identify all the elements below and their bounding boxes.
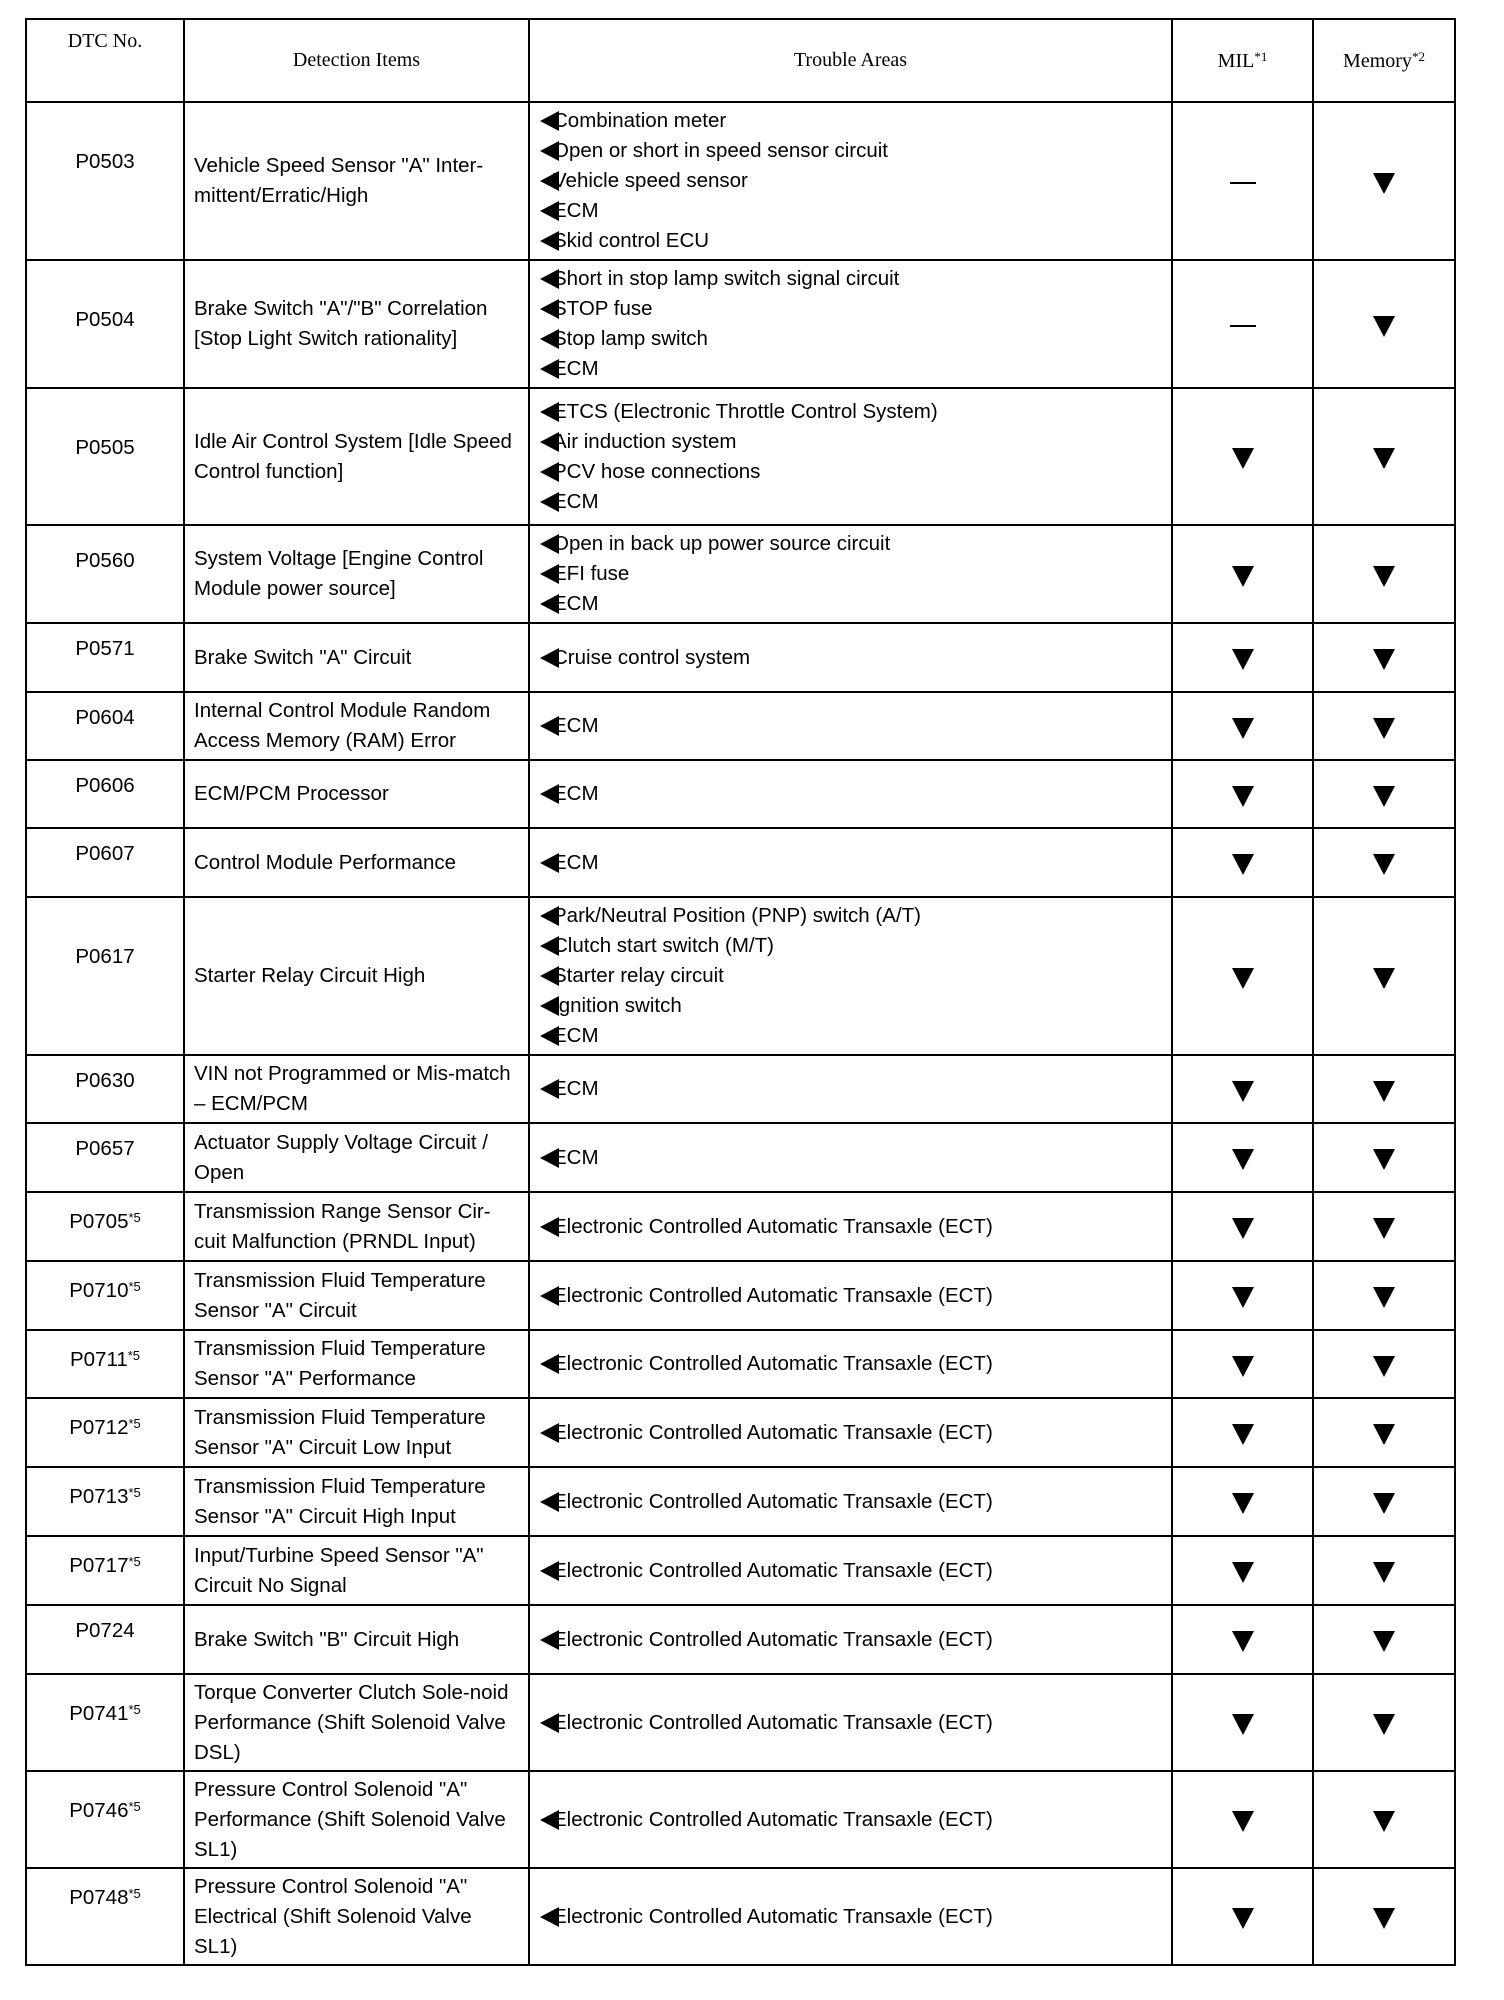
header-dtc: DTC No. xyxy=(26,19,184,102)
dtc-cell xyxy=(26,1771,184,1868)
dtc-code: P0713 xyxy=(69,1485,129,1508)
dtc-code: P0712 xyxy=(69,1416,129,1439)
trouble-area-item xyxy=(540,136,1165,166)
trouble-area-item xyxy=(540,901,1165,931)
dtc-footnote: *5 xyxy=(127,1348,141,1363)
memory-cell xyxy=(1313,525,1455,623)
trouble-area-text: Electronic Controlled Automatic Transaxle (ECT) xyxy=(553,1489,993,1513)
dtc-cell xyxy=(26,897,184,1055)
trouble-areas xyxy=(529,897,1172,1055)
trouble-area-text: Vehicle speed sensor xyxy=(553,169,748,192)
dtc-cell xyxy=(26,1398,184,1467)
mil-cell xyxy=(1172,623,1313,692)
trouble-area-item xyxy=(540,1556,1165,1586)
detection-item: Brake Switch "B" Circuit High xyxy=(184,1605,529,1674)
mil-cell xyxy=(1172,1123,1313,1192)
header-areas: Trouble Areas xyxy=(529,19,1172,102)
trouble-areas xyxy=(529,1398,1172,1467)
down-triangle-icon xyxy=(1232,1631,1254,1652)
mil-cell xyxy=(1172,1536,1313,1605)
mil-cell xyxy=(1172,1330,1313,1398)
header-memory xyxy=(1313,19,1455,102)
trouble-area-item xyxy=(540,1143,1165,1173)
trouble-area-text: Electronic Controlled Automatic Transaxle (ECT) xyxy=(553,1627,993,1651)
memory-cell xyxy=(1313,760,1455,828)
memory-cell xyxy=(1313,692,1455,760)
trouble-area-item xyxy=(540,961,1165,991)
dtc-code: P0657 xyxy=(75,1137,135,1160)
dash-icon xyxy=(1230,325,1256,327)
trouble-area-text: Starter relay circuit xyxy=(553,964,724,987)
detection-item: Idle Air Control System [Idle Speed Control function] xyxy=(184,388,529,525)
detection-item: VIN not Programmed or Mis-match – ECM/PCM xyxy=(184,1055,529,1123)
dtc-footnote: *5 xyxy=(128,1702,141,1717)
trouble-areas xyxy=(529,1123,1172,1192)
dtc-footnote: *5 xyxy=(128,1886,141,1901)
trouble-areas xyxy=(529,1771,1172,1868)
detection-item: Internal Control Module Random Access Memory (RAM) Error xyxy=(184,692,529,760)
down-triangle-icon xyxy=(1373,1811,1395,1832)
trouble-area-item xyxy=(540,1902,1165,1932)
trouble-area-item xyxy=(540,991,1165,1021)
trouble-area-text: PCV hose connections xyxy=(553,459,761,483)
dtc-code: P0711 xyxy=(69,1348,128,1371)
trouble-area-text: Electronic Controlled Automatic Transaxle (ECT) xyxy=(553,1352,993,1375)
mil-cell xyxy=(1172,692,1313,760)
trouble-area-text: ECM xyxy=(553,850,599,874)
down-triangle-icon xyxy=(1232,1908,1254,1929)
memory-cell xyxy=(1313,623,1455,692)
trouble-area-text: ECM xyxy=(553,1077,599,1100)
detection-item: Transmission Fluid Temperature Sensor "A" Circuit Low Input xyxy=(184,1398,529,1467)
dtc-footnote: *5 xyxy=(128,1210,141,1225)
down-triangle-icon xyxy=(1232,718,1254,739)
trouble-area-item xyxy=(540,589,1165,619)
dtc-code: P0705 xyxy=(69,1210,129,1233)
trouble-areas xyxy=(529,1055,1172,1123)
trouble-area-text: ECM xyxy=(553,489,599,513)
dtc-code: P0717 xyxy=(69,1554,129,1577)
down-triangle-icon xyxy=(1232,1714,1254,1735)
down-triangle-icon xyxy=(1232,1218,1254,1239)
table-row xyxy=(26,260,1455,388)
trouble-area-item xyxy=(540,166,1165,196)
down-triangle-icon xyxy=(1373,316,1395,337)
table-row xyxy=(26,388,1455,525)
trouble-area-item xyxy=(540,294,1165,324)
mil-cell xyxy=(1172,525,1313,623)
trouble-area-text: Open or short in speed sensor circuit xyxy=(553,139,888,162)
memory-cell xyxy=(1313,1605,1455,1674)
dtc-code: P0710 xyxy=(69,1279,129,1302)
memory-cell xyxy=(1313,1055,1455,1123)
memory-cell xyxy=(1313,1536,1455,1605)
dtc-code: P0746 xyxy=(69,1799,129,1822)
detection-item: Input/Turbine Speed Sensor "A" Circuit No Signal xyxy=(184,1536,529,1605)
down-triangle-icon xyxy=(1232,1811,1254,1832)
header-memory-label: Memory xyxy=(1343,49,1412,72)
trouble-area-text: Electronic Controlled Automatic Transaxle (ECT) xyxy=(553,1807,993,1831)
dtc-cell xyxy=(26,1868,184,1965)
detection-item: Pressure Control Solenoid "A" Electrical (Shift Solenoid Valve SL1) xyxy=(184,1868,529,1965)
trouble-area-item xyxy=(540,354,1165,384)
detection-item: ECM/PCM Processor xyxy=(184,760,529,828)
table-row xyxy=(26,1868,1455,1965)
dtc-footnote: *5 xyxy=(128,1416,141,1431)
down-triangle-icon xyxy=(1373,1218,1395,1239)
mil-cell xyxy=(1172,1674,1313,1771)
dtc-cell xyxy=(26,692,184,760)
dtc-code: P0748 xyxy=(69,1886,129,1909)
dtc-code: P0504 xyxy=(75,308,135,331)
trouble-areas xyxy=(529,1536,1172,1605)
trouble-area-text: Open in back up power source circuit xyxy=(553,532,891,555)
trouble-area-item xyxy=(540,1418,1165,1448)
trouble-area-item xyxy=(540,529,1165,559)
dtc-cell xyxy=(26,260,184,388)
trouble-area-item xyxy=(540,1708,1165,1738)
mil-cell xyxy=(1172,1467,1313,1536)
down-triangle-icon xyxy=(1373,1908,1395,1929)
table-row xyxy=(26,1536,1455,1605)
dtc-code: P0606 xyxy=(75,774,135,797)
trouble-area-text: Stop lamp switch xyxy=(553,327,708,350)
down-triangle-icon xyxy=(1373,1631,1395,1652)
trouble-area-text: ETCS (Electronic Throttle Control System) xyxy=(553,399,938,423)
trouble-area-item xyxy=(540,779,1165,809)
detection-item: Starter Relay Circuit High xyxy=(184,897,529,1055)
table-row xyxy=(26,1605,1455,1674)
dtc-footnote: *5 xyxy=(128,1799,141,1814)
trouble-area-text: Electronic Controlled Automatic Transaxle (ECT) xyxy=(553,1283,993,1307)
trouble-area-item xyxy=(540,397,1165,427)
table-row xyxy=(26,897,1455,1055)
dtc-code: P0741 xyxy=(69,1702,129,1725)
trouble-area-item xyxy=(540,848,1165,878)
trouble-area-item xyxy=(540,559,1165,589)
trouble-areas xyxy=(529,388,1172,525)
trouble-areas xyxy=(529,692,1172,760)
trouble-area-item xyxy=(540,324,1165,354)
dash-icon xyxy=(1230,182,1256,184)
trouble-area-item xyxy=(540,226,1165,256)
detection-item: Pressure Control Solenoid "A" Performance (Shift Solenoid Valve SL1) xyxy=(184,1771,529,1868)
trouble-area-item xyxy=(540,427,1165,457)
memory-cell xyxy=(1313,1123,1455,1192)
detection-item: Transmission Range Sensor Cir-cuit Malfunction (PRNDL Input) xyxy=(184,1192,529,1261)
mil-cell xyxy=(1172,102,1313,260)
trouble-area-text: Electronic Controlled Automatic Transaxle (ECT) xyxy=(553,1420,993,1444)
memory-cell xyxy=(1313,1868,1455,1965)
detection-item: Control Module Performance xyxy=(184,828,529,897)
dtc-cell xyxy=(26,525,184,623)
dtc-code: P0560 xyxy=(75,549,135,572)
down-triangle-icon xyxy=(1373,1493,1395,1514)
table-row xyxy=(26,760,1455,828)
trouble-areas xyxy=(529,1330,1172,1398)
down-triangle-icon xyxy=(1373,448,1395,469)
table-row xyxy=(26,525,1455,623)
trouble-area-text: Short in stop lamp switch signal circuit xyxy=(553,267,900,290)
trouble-areas xyxy=(529,525,1172,623)
down-triangle-icon xyxy=(1373,173,1395,194)
memory-cell xyxy=(1313,1674,1455,1771)
dtc-cell xyxy=(26,102,184,260)
dtc-cell xyxy=(26,1536,184,1605)
detection-item: Brake Switch "A" Circuit xyxy=(184,623,529,692)
trouble-area-item xyxy=(540,106,1165,136)
trouble-area-text: Electronic Controlled Automatic Transaxle (ECT) xyxy=(553,1558,993,1582)
trouble-area-text: ECM xyxy=(553,357,599,380)
dtc-code: P0724 xyxy=(75,1619,135,1642)
trouble-area-text: ECM xyxy=(553,592,599,615)
trouble-area-text: Electronic Controlled Automatic Transaxle (ECT) xyxy=(553,1904,993,1928)
trouble-areas xyxy=(529,102,1172,260)
memory-cell xyxy=(1313,1192,1455,1261)
down-triangle-icon xyxy=(1232,1356,1254,1377)
trouble-area-text: Ignition switch xyxy=(553,994,682,1017)
down-triangle-icon xyxy=(1232,1287,1254,1308)
dtc-code: P0630 xyxy=(75,1069,135,1092)
down-triangle-icon xyxy=(1232,854,1254,875)
trouble-area-item xyxy=(540,711,1165,741)
trouble-area-text: Skid control ECU xyxy=(553,229,710,252)
down-triangle-icon xyxy=(1232,1149,1254,1170)
trouble-area-text: ECM xyxy=(553,714,599,737)
dtc-cell xyxy=(26,1192,184,1261)
trouble-area-text: ECM xyxy=(553,199,599,222)
table-row xyxy=(26,1771,1455,1868)
dtc-cell xyxy=(26,1605,184,1674)
dtc-cell xyxy=(26,1261,184,1330)
trouble-areas xyxy=(529,623,1172,692)
table-row xyxy=(26,1330,1455,1398)
table-row xyxy=(26,1467,1455,1536)
trouble-area-item xyxy=(540,643,1165,673)
trouble-area-item xyxy=(540,457,1165,487)
dtc-cell xyxy=(26,1330,184,1398)
trouble-area-text: Electronic Controlled Automatic Transaxle (ECT) xyxy=(553,1214,993,1238)
down-triangle-icon xyxy=(1232,968,1254,989)
down-triangle-icon xyxy=(1373,1149,1395,1170)
detection-item: Transmission Fluid Temperature Sensor "A" Circuit xyxy=(184,1261,529,1330)
trouble-areas xyxy=(529,760,1172,828)
down-triangle-icon xyxy=(1232,1493,1254,1514)
memory-cell xyxy=(1313,260,1455,388)
down-triangle-icon xyxy=(1373,566,1395,587)
memory-cell xyxy=(1313,1398,1455,1467)
table-row xyxy=(26,692,1455,760)
trouble-area-item xyxy=(540,487,1165,517)
trouble-areas xyxy=(529,1605,1172,1674)
trouble-area-text: ECM xyxy=(553,1145,599,1169)
memory-cell xyxy=(1313,828,1455,897)
down-triangle-icon xyxy=(1373,1714,1395,1735)
trouble-areas xyxy=(529,1868,1172,1965)
trouble-area-item xyxy=(540,931,1165,961)
table-row xyxy=(26,1261,1455,1330)
dtc-cell xyxy=(26,1055,184,1123)
down-triangle-icon xyxy=(1373,1081,1395,1102)
dtc-cell xyxy=(26,388,184,525)
header-detection: Detection Items xyxy=(184,19,529,102)
mil-cell xyxy=(1172,388,1313,525)
table-row xyxy=(26,1398,1455,1467)
trouble-areas xyxy=(529,260,1172,388)
dtc-code: P0503 xyxy=(75,150,135,173)
memory-cell xyxy=(1313,897,1455,1055)
mil-cell xyxy=(1172,260,1313,388)
dtc-footnote: *5 xyxy=(128,1554,141,1569)
down-triangle-icon xyxy=(1373,968,1395,989)
dtc-footnote: *5 xyxy=(128,1485,141,1500)
down-triangle-icon xyxy=(1373,786,1395,807)
detection-item: Vehicle Speed Sensor "A" Inter-mittent/Erratic/High xyxy=(184,102,529,260)
memory-cell xyxy=(1313,102,1455,260)
header-mil xyxy=(1172,19,1313,102)
table-row xyxy=(26,828,1455,897)
table-body xyxy=(26,102,1455,1965)
memory-cell xyxy=(1313,1467,1455,1536)
down-triangle-icon xyxy=(1232,786,1254,807)
table-row xyxy=(26,1192,1455,1261)
detection-item: Transmission Fluid Temperature Sensor "A" Performance xyxy=(184,1330,529,1398)
dtc-table xyxy=(25,18,1456,1966)
down-triangle-icon xyxy=(1232,649,1254,670)
down-triangle-icon xyxy=(1373,854,1395,875)
down-triangle-icon xyxy=(1373,718,1395,739)
dtc-cell xyxy=(26,1467,184,1536)
dtc-code: P0617 xyxy=(75,945,135,968)
detection-item: Transmission Fluid Temperature Sensor "A" Circuit High Input xyxy=(184,1467,529,1536)
dtc-code: P0607 xyxy=(75,842,135,865)
down-triangle-icon xyxy=(1232,1081,1254,1102)
header-mil-label: MIL xyxy=(1217,49,1255,72)
dtc-footnote: *5 xyxy=(128,1279,141,1294)
trouble-area-text: EFI fuse xyxy=(553,562,630,585)
memory-cell xyxy=(1313,1771,1455,1868)
trouble-area-text: Cruise control system xyxy=(553,645,751,669)
down-triangle-icon xyxy=(1373,1424,1395,1445)
table-row xyxy=(26,623,1455,692)
trouble-area-text: STOP fuse xyxy=(553,297,653,320)
down-triangle-icon xyxy=(1232,1562,1254,1583)
header-row xyxy=(26,19,1455,102)
trouble-area-text: Combination meter xyxy=(553,109,727,132)
dtc-code: P0505 xyxy=(75,436,135,459)
mil-cell xyxy=(1172,1771,1313,1868)
memory-cell xyxy=(1313,1261,1455,1330)
table-row xyxy=(26,1055,1455,1123)
dtc-cell xyxy=(26,1674,184,1771)
trouble-area-item xyxy=(540,1074,1165,1104)
trouble-area-item xyxy=(540,1349,1165,1379)
dtc-code: P0604 xyxy=(75,706,135,729)
trouble-areas xyxy=(529,828,1172,897)
header-mil-footnote: *1 xyxy=(1254,48,1268,64)
trouble-area-item xyxy=(540,1212,1165,1242)
trouble-areas xyxy=(529,1674,1172,1771)
mil-cell xyxy=(1172,1192,1313,1261)
mil-cell xyxy=(1172,1398,1313,1467)
trouble-area-item xyxy=(540,1625,1165,1655)
detection-item: System Voltage [Engine Control Module power source] xyxy=(184,525,529,623)
dtc-code: P0571 xyxy=(75,637,135,660)
mil-cell xyxy=(1172,897,1313,1055)
trouble-area-text: ECM xyxy=(553,782,599,805)
down-triangle-icon xyxy=(1232,448,1254,469)
trouble-area-text: ECM xyxy=(553,1024,599,1047)
trouble-area-text: Air induction system xyxy=(553,429,737,453)
memory-cell xyxy=(1313,388,1455,525)
table-row xyxy=(26,1123,1455,1192)
trouble-area-item xyxy=(540,264,1165,294)
table-row xyxy=(26,1674,1455,1771)
detection-item: Torque Converter Clutch Sole-noid Performance (Shift Solenoid Valve DSL) xyxy=(184,1674,529,1771)
down-triangle-icon xyxy=(1232,1424,1254,1445)
dtc-cell xyxy=(26,623,184,692)
trouble-area-text: Electronic Controlled Automatic Transaxle (ECT) xyxy=(553,1710,993,1734)
trouble-areas xyxy=(529,1192,1172,1261)
memory-cell xyxy=(1313,1330,1455,1398)
down-triangle-icon xyxy=(1373,649,1395,670)
mil-cell xyxy=(1172,828,1313,897)
down-triangle-icon xyxy=(1373,1287,1395,1308)
down-triangle-icon xyxy=(1373,1356,1395,1377)
dtc-cell xyxy=(26,1123,184,1192)
trouble-area-item xyxy=(540,196,1165,226)
down-triangle-icon xyxy=(1373,1562,1395,1583)
detection-item: Brake Switch "A"/"B" Correlation [Stop Light Switch rationality] xyxy=(184,260,529,388)
mil-cell xyxy=(1172,1261,1313,1330)
dtc-cell xyxy=(26,760,184,828)
trouble-areas xyxy=(529,1261,1172,1330)
trouble-area-text: Clutch start switch (M/T) xyxy=(553,934,774,957)
trouble-area-item xyxy=(540,1021,1165,1051)
trouble-area-text: Park/Neutral Position (PNP) switch (A/T) xyxy=(553,904,921,927)
mil-cell xyxy=(1172,1868,1313,1965)
trouble-area-item xyxy=(540,1805,1165,1835)
detection-item: Actuator Supply Voltage Circuit / Open xyxy=(184,1123,529,1192)
mil-cell xyxy=(1172,760,1313,828)
trouble-areas xyxy=(529,1467,1172,1536)
table-row xyxy=(26,102,1455,260)
mil-cell xyxy=(1172,1055,1313,1123)
header-memory-footnote: *2 xyxy=(1411,48,1425,64)
down-triangle-icon xyxy=(1232,566,1254,587)
dtc-cell xyxy=(26,828,184,897)
mil-cell xyxy=(1172,1605,1313,1674)
trouble-area-item xyxy=(540,1281,1165,1311)
trouble-area-item xyxy=(540,1487,1165,1517)
